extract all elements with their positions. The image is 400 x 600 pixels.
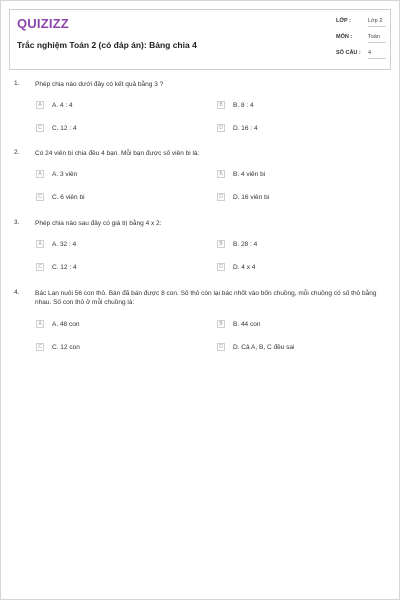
question-text: Bác Lan nuôi 56 con thỏ. Bán đã bán được 8 con. Số thỏ còn lại bác nhốt vào bốn chuồng, mỗi chuồng có số thỏ bằng nhau. Số con thỏ ở mỗi chuồng là: [35,290,377,306]
option-label: D. 16 viên bi [233,194,270,201]
question-text: Có 24 viên bi chia đều 4 bạn. Mỗi bạn được số viên bi là: [35,150,200,157]
question-number: 2. [14,149,20,156]
option-letter-box: C [36,263,44,271]
option-label: A. 4 : 4 [52,102,73,109]
quizizz-logo: QUIZIZZ [17,16,69,31]
option-letter-box: D [217,263,225,271]
option-label: A. 3 viên [52,171,78,178]
grade-field [336,16,386,28]
option-label: B. 4 viên bi [233,171,266,178]
subject-field [336,32,386,44]
option-letter-box: B [217,320,225,328]
option-letter-box: B [217,101,225,109]
option-letter-box: B [217,240,225,248]
question-number: 3. [14,219,20,226]
worksheet-header [9,9,391,70]
option-letter-box: A [36,170,44,178]
option-letter-box: B [217,170,225,178]
option-label: C. 12 : 4 [52,125,77,132]
question-text: Phép chia nào sau đây có giá trị bằng 4 x 2: [35,220,162,227]
option-label: A. 32 : 4 [52,241,77,248]
option-letter-box: C [36,343,44,351]
option-label: B. 8 : 4 [233,102,254,109]
option-label: C. 12 con [52,344,80,351]
option-label: D. Cả A, B, C đều sai [233,344,295,351]
question-count-label: SỐ CÂU : [336,50,361,56]
option-letter-box: C [36,193,44,201]
page-title: Trắc nghiệm Toán 2 (có đáp án): Bảng chia 4 [17,40,197,50]
grade-label: LỚP : [336,18,351,24]
option-letter-box: D [217,193,225,201]
option-letter-box: C [36,124,44,132]
question-text: Phép chia nào dưới đây có kết quả bằng 3 ? [35,81,164,88]
option-letter-box: A [36,101,44,109]
subject-value: Toán [368,34,386,43]
option-label: C. 12 : 4 [52,264,77,271]
option-letter-box: A [36,320,44,328]
question-number: 4. [14,289,20,296]
option-label: D. 16 : 4 [233,125,258,132]
grade-value: Lớp 2 [368,18,386,27]
option-letter-box: D [217,124,225,132]
option-letter-box: D [217,343,225,351]
subject-label: MÔN : [336,34,353,40]
option-label: D. 4 x 4 [233,264,256,271]
question-number: 1. [14,80,20,87]
question-count-value: 4 [368,50,386,59]
option-label: A. 48 con [52,321,80,328]
option-label: C. 6 viên bi [52,194,85,201]
option-letter-box: A [36,240,44,248]
option-label: B. 44 con [233,321,261,328]
question-count-field [336,48,386,60]
option-label: B. 28 : 4 [233,241,258,248]
